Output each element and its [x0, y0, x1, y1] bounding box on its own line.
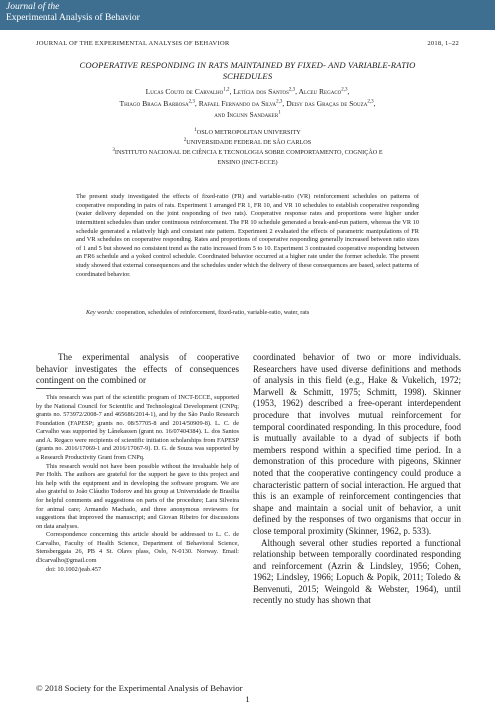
author-affil-sup: 1,2 — [223, 87, 230, 93]
body-paragraph: Although several other studies reported a functional relationship between temporally coordinated responding and reinforcement (Azrin & Lindsley, 1956; Cohen, 1962; Lindsley, 1966; Lopuch & Popik, 2011; Toledo & Benvenuti, 2015; Weingold & Webster, 1964), until recently no study has shown that — [253, 537, 461, 606]
author-line-2: Thiago Braga Barbosa$^{2,3}$, Rafael Fernando da Silva$^{2,3}$, Deisy das Graças de Souza$^{2,3}$, — [119, 98, 376, 108]
body-paragraph: coordinated behavior of two or more individuals. Researchers have used diverse definitions and methods of analysis in this field (e.g., Hake & Vukelich, 1972; Marwell & Schmitt, 1975; Schmitt, 1998). Skinner (1953, 1962) described a free-operant interdependent procedure that involves mutual reinforcement for temporal coordinated responding. In this procedure, food is mutually available to a dyad of subjects if both members respond within a specified time period. In a demonstration of this procedure with pigeons, Skinner noted that the cooperative contingency could produce a characteristic pattern of social interaction. He argued that this is an example of reinforcement contingencies that shape and maintain a social unit of behavior, a unit defined by the responses of two organisms that occur in close temporal proximity (Skinner, 1962, p. 533). — [253, 352, 461, 536]
footnote-funding: This research was part of the scientific program of INCT-ECCE, supported by the National Council for Scientific and Technological Development (CNPq; grants no. 573972/2008-7 and 465686/2014-1), and by the São Paulo Research Foundation (FAPESP; grants no. 08/57705-8 and 2014/50909-8). L. C. de Carvalho was supported by Lånekassen (grant no. 16/07404384). L. dos Santos and A. Regaco were recipients of scientific initiation scholarships from FAPESP (grants no. 2016/17069-1 and 2016/17067-9). D. G. de Souza was supported by a Research Productivity Grant from CNPq. — [36, 394, 239, 462]
journal-logo-line1: Journal of the — [6, 2, 60, 12]
affiliation-sup: 3 — [112, 147, 115, 153]
author-affil-sup: 2,3 — [341, 87, 348, 93]
affiliation-text: OSLO METROPOLITAN UNIVERSITY — [196, 129, 301, 136]
affiliation — [110, 148, 385, 168]
keywords-label: Key words: — [86, 309, 115, 316]
author-name: Letícia dos Santos — [233, 87, 289, 96]
keywords-text: cooperation, schedules of reinforcement, fixed-ratio, variable-ratio, water, rats — [115, 309, 310, 316]
author-list — [60, 86, 435, 121]
footnote-acknowledgments: This research would not have been possible without the invaluable help of Per Holth. The authors are grateful for the support he gave to this project and his help with the equipment and in developing the software program. We are also grateful to João Cláudio Todorov and his group at Universidade de Brasília for helpful comments and suggestions on parts of the procedure; Lara Silveira for animal care; Armando Machado, and three anonymous reviewers for suggestions that improved the manuscript; and Giovan Ribeiro for discussions on data analyses. — [36, 462, 239, 530]
author-affil-sup: 2,3 — [367, 98, 374, 104]
article-title: COOPERATIVE RESPONDING IN RATS MAINTAINED BY FIXED- AND VARIABLE-RATIO SCHEDULES — [79, 60, 416, 81]
intro-paragraph-left: The experimental analysis of cooperative behavior investigates the effects of consequences contingent on the combined or — [36, 352, 239, 386]
author-name: Lucas Couto de Carvalho — [145, 87, 224, 96]
affiliation-sup: 1 — [194, 127, 197, 133]
running-head-journal: JOURNAL OF THE EXPERIMENTAL ANALYSIS OF BEHAVIOR — [36, 40, 230, 47]
author-affil-sup: 2,3 — [188, 98, 195, 104]
author-name: Deisy das Graças de Souza — [286, 98, 368, 108]
affiliation — [110, 138, 385, 148]
author-affil-sup: 1 — [278, 110, 281, 116]
author-affil-sup: 2,3 — [276, 98, 283, 104]
affiliation — [110, 128, 385, 138]
abstract: The present study investigated the effects of fixed-ratio (FR) and variable-ratio (VR) reinforcement schedules on patterns of cooperative responding in pairs of rats. Experiment 1 arranged FR 1, FR 10, and VR 10 schedules to establish cooperative responding (water delivery depended on the joint responding of two rats). Cooperative response rates and proportions were higher under intermittent schedules than under continuous reinforcement. The FR 10 schedule generated a break-and-run pattern, whereas the VR 10 schedule generated a relatively high and constant rate pattern. Experiment 2 evaluated the effects of parametric manipulations of FR and VR schedules on cooperative responding. Rates and proportions of cooperative responding generally increased between ratio sizes of 1 and 5 but showed no consistent trend as the ratio increased from 5 to 10. Experiment 3 contrasted cooperative responding between an FR6 schedule and a yoked control schedule. Coordinated behavior occurred at a higher rate under the former schedule. The present study showed that external consequences and the schedules under which the delivery of these consequences are based, select patterns of coordinated behavior. — [76, 193, 419, 278]
journal-logo — [6, 2, 140, 23]
page-number: 1 — [245, 694, 250, 704]
body-right-column — [253, 352, 461, 607]
footnote-doi: doi: 10.1002/jeab.457 — [46, 565, 102, 573]
footnote-rule — [36, 388, 86, 389]
journal-logo-line2: Experimental Analysis of Behavior — [6, 12, 140, 23]
author-name: Thiago Braga Barbosa — [119, 98, 189, 108]
author-line-1: Lucas Couto de Carvalho$^{1,2}$, Letícia dos Santos$^{2,3}$, Alceu Regaco$^{2,3}$, — [145, 87, 350, 96]
author-line-3 — [60, 109, 435, 121]
author-affil-sup: 2,3 — [288, 87, 296, 93]
keywords — [86, 309, 419, 316]
copyright-notice: © 2018 Society for the Experimental Analysis of Behavior — [36, 683, 243, 693]
affiliation-text: INSTITUTO NACIONAL DE CIÊNCIA E TECNOLOGIA SOBRE COMPORTAMENTO, COGNIÇÃO E ENSINO (INCT-ECCE) — [114, 149, 383, 166]
running-head-year-pages: 2018, 1–22 — [427, 40, 459, 47]
affiliation-sup: 2 — [183, 137, 187, 143]
footnotes — [36, 394, 239, 574]
author-name: Rafael Fernando da Silva — [198, 98, 277, 108]
affiliations — [110, 128, 385, 168]
affiliation-text: UNIVERSIDADE FEDERAL DE SÃO CARLOS — [186, 139, 312, 146]
footnote-correspondence: Correspondence concerning this article should be addressed to L. C. de Carvalho, Faculty of Health Science, Department of Behavioral Science, Stensberggata 26, PB 4 St. Olavs plass, Oslo, N-0130. Norway. Email: d3carvalho@gmail.com — [36, 531, 239, 564]
author-name: and Ingunn Sandaker — [214, 110, 279, 119]
journal-banner — [0, 0, 495, 30]
author-name: Alceu Regaco — [298, 87, 342, 96]
